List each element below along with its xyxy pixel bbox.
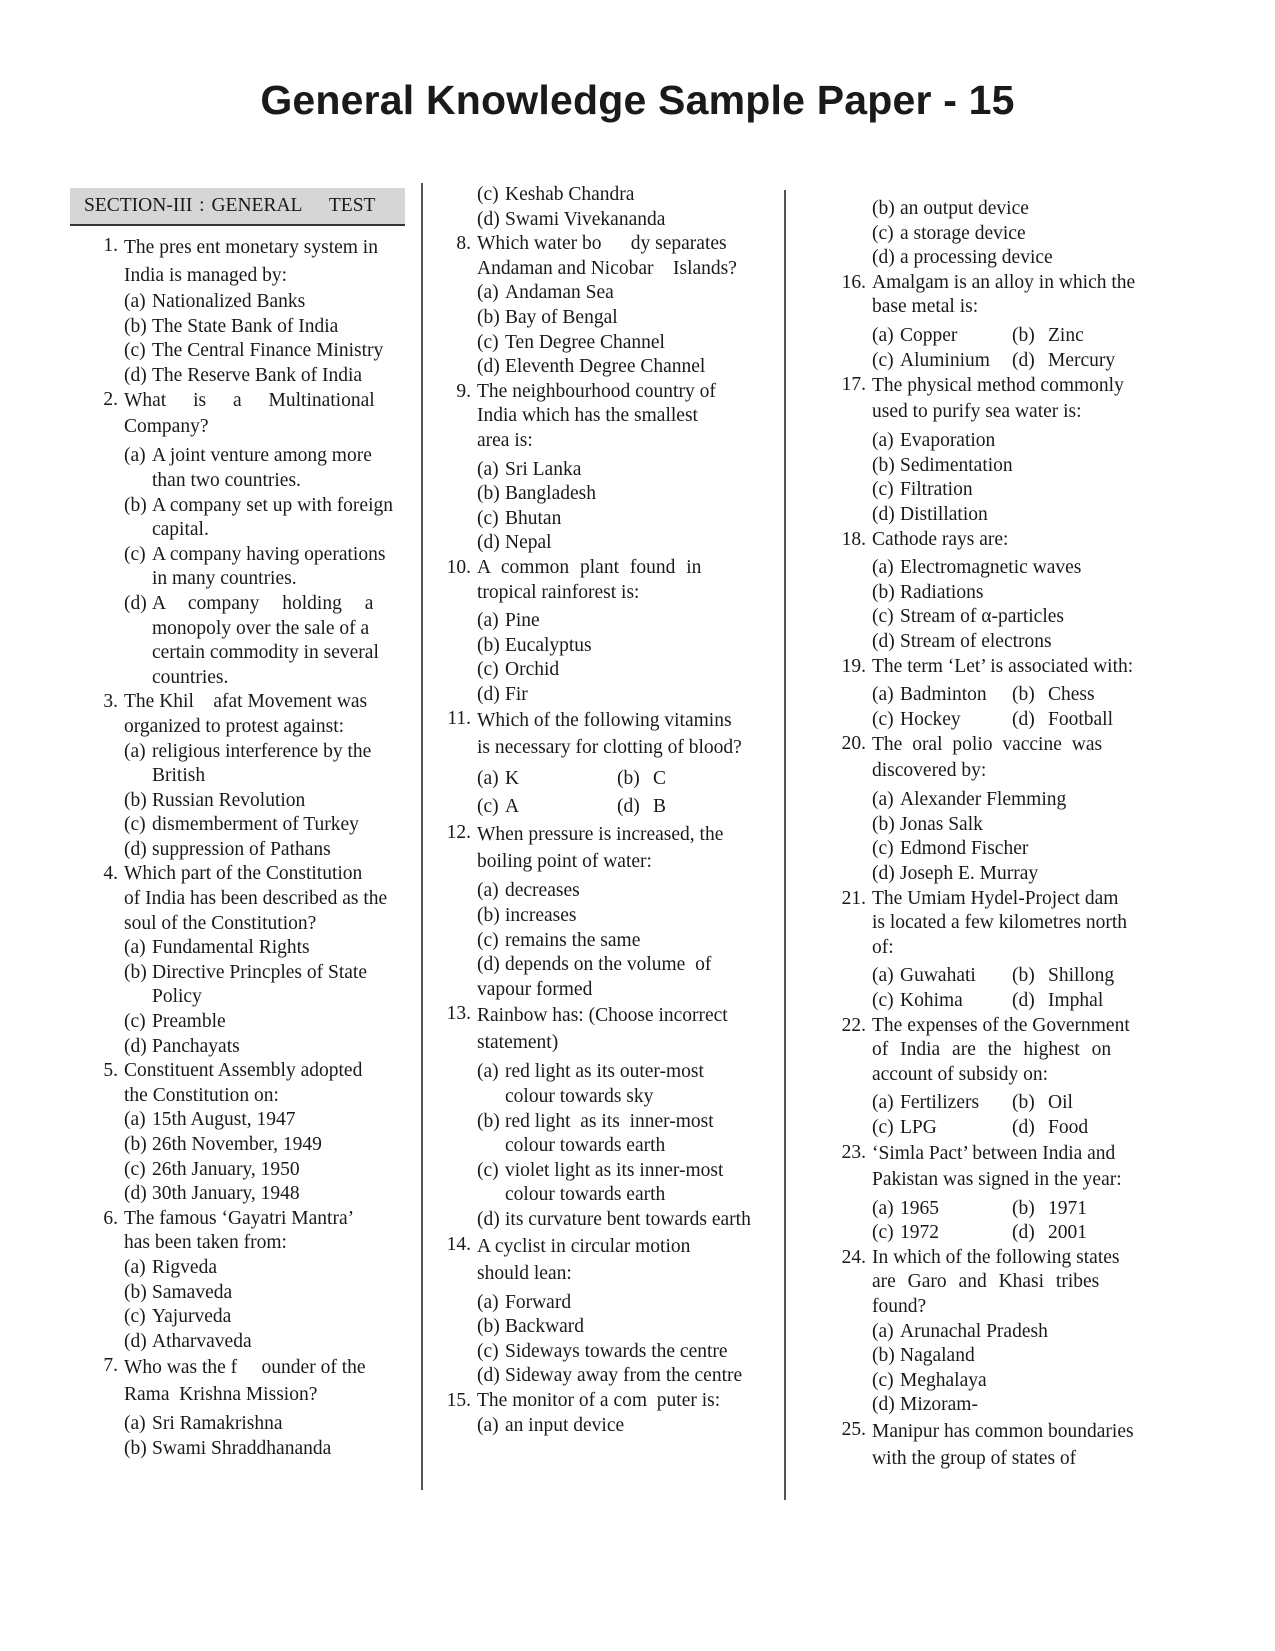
question-23 <box>818 1141 1178 1246</box>
question-text: ‘Simla Pact’ between India and Pakistan was signed in the year: <box>872 1142 1122 1190</box>
option: (d) Distillation <box>872 503 988 525</box>
question-9 <box>423 380 775 556</box>
answer-options <box>477 1060 775 1232</box>
question-text: Constituent Assembly adopted the Constitution on: <box>124 1060 363 1106</box>
question-20 <box>818 732 1178 886</box>
question-number: 11. <box>447 708 471 730</box>
question-22 <box>818 1014 1178 1141</box>
answer-options <box>872 1091 1178 1140</box>
option: (a) Sri Ramakrishna <box>124 1413 283 1435</box>
option: (b) Jonas Salk <box>872 813 983 835</box>
option: (c) Hockey <box>872 708 961 730</box>
answer-options <box>124 1108 405 1206</box>
answer-options <box>872 324 1178 373</box>
option: (c) A company having operations in many countries. <box>124 543 386 590</box>
option: (b) an output device <box>872 198 1029 219</box>
question-text: The famous ‘Gayatri Mantra’ has been taken from: <box>124 1207 355 1254</box>
question-number: 15. <box>446 1389 471 1411</box>
question-text: A common plant found in tropical rainforest is: <box>477 556 702 603</box>
column-3 <box>818 197 1178 1472</box>
page-title: General Knowledge Sample Paper - 15 <box>260 77 1015 123</box>
question-text: The Khil afat Movement was organized to protest against: <box>124 691 368 737</box>
question-8 <box>423 232 775 380</box>
option: (b) Oil <box>1012 1092 1073 1114</box>
question-10 <box>423 556 775 708</box>
option: (b) Backward <box>477 1316 585 1338</box>
answer-options <box>872 556 1178 654</box>
option: (d) 2001 <box>1012 1222 1087 1244</box>
question-21 <box>818 887 1178 1014</box>
option: (c) Ten Degree Channel <box>477 331 665 353</box>
option: (a) A joint venture among more than two countries. <box>124 445 372 491</box>
answer-options <box>872 964 1178 1013</box>
question-number: 10. <box>446 556 471 578</box>
question-number: 12. <box>446 822 471 844</box>
question-5 <box>70 1059 405 1207</box>
option: (b) Sedimentation <box>872 454 1013 476</box>
question-3 <box>70 690 405 862</box>
option: (c) Keshab Chandra <box>477 184 635 205</box>
option: (d) Football <box>1012 708 1114 730</box>
option: (c) Filtration <box>872 479 973 501</box>
option: (b) red light as its inner-most colour towards earth <box>477 1110 714 1157</box>
question-text: The term ‘Let’ is associated with: <box>872 655 1134 677</box>
option: (a) Arunachal Pradesh <box>872 1320 1048 1342</box>
question-number: 17. <box>841 374 866 396</box>
option: (b) Russian Revolution <box>124 789 306 811</box>
answer-options <box>477 281 775 379</box>
option: (a) Fertilizers <box>872 1092 980 1114</box>
option: (b) Radiations <box>872 581 984 603</box>
option: (a) Electromagnetic waves <box>872 557 1082 579</box>
option: (c) remains the same <box>477 929 641 951</box>
question-number: 14. <box>446 1233 471 1255</box>
option: (d) Mercury <box>1012 349 1116 371</box>
option: (b) Eucalyptus <box>477 634 592 656</box>
question-number: 5. <box>103 1060 118 1082</box>
option: (a) an input device <box>477 1414 625 1436</box>
option: (d) Fir <box>477 683 528 705</box>
option: (a) Nationalized Banks <box>124 291 306 312</box>
question-text: The physical method commonly used to purify sea water is: <box>872 375 1124 423</box>
option: (a) Alexander Flemming <box>872 789 1067 811</box>
option: (c) Kohima <box>872 990 963 1012</box>
answer-options <box>124 1412 405 1461</box>
option: (c) Aluminium <box>872 349 990 371</box>
option: (c) Stream of α-particles <box>872 606 1064 628</box>
answer-options <box>872 683 1178 732</box>
answer-options <box>124 290 405 388</box>
answer-options <box>477 458 775 556</box>
question-13 <box>423 1002 775 1232</box>
option: (b) Nagaland <box>872 1345 975 1367</box>
question-text: Cathode rays are: <box>872 528 1009 550</box>
question-number: 2. <box>103 389 118 411</box>
answer-options <box>872 788 1178 886</box>
question-24 <box>818 1246 1178 1418</box>
option: (b) increases <box>477 905 577 927</box>
question-text: The expenses of the Government of India are the highest on account of subsidy on: <box>872 1014 1130 1085</box>
answer-options <box>124 740 405 863</box>
option: (a) 15th August, 1947 <box>124 1109 296 1131</box>
answer-options <box>872 1197 1178 1246</box>
option: (d) Swami Vivekananda <box>477 208 666 230</box>
question-18 <box>818 528 1178 655</box>
column-1 <box>70 188 405 1462</box>
option: (b) Swami Shraddhananda <box>124 1437 332 1459</box>
question-text: Manipur has common boundaries with the group of states of <box>872 1420 1134 1469</box>
question-number: 8. <box>456 233 471 255</box>
option: (b) Bangladesh <box>477 483 596 505</box>
option: (d) depends on the volume of <box>477 954 712 976</box>
question-text: Which part of the Constitution of India has been described as the soul of the Constitution? <box>124 863 388 934</box>
option: (b) Samaveda <box>124 1281 233 1303</box>
option: (c) Bhutan <box>477 507 562 529</box>
option: (d) Sideway away from the centre <box>477 1365 743 1387</box>
question-19 <box>818 655 1178 733</box>
option: (d) Atharvaveda <box>124 1330 252 1352</box>
option: (a) religious interference by the British <box>124 740 372 787</box>
option: (b) Bay of Bengal <box>477 306 618 328</box>
option: (c) The Central Finance Ministry <box>124 340 384 362</box>
option: (d) The Reserve Bank of India <box>124 364 363 386</box>
question-text: The Umiam Hydel-Project dam is located a few kilometres north of: <box>872 887 1128 958</box>
question-number: 21. <box>841 887 866 909</box>
option: (c) Preamble <box>124 1011 226 1033</box>
option: (d) B <box>617 796 667 818</box>
option: (c) Edmond Fischer <box>872 838 1029 860</box>
option: (b) 26th November, 1949 <box>124 1134 322 1155</box>
option: (c) Orchid <box>477 659 560 681</box>
question-4 <box>70 862 405 1059</box>
option: (d) a processing device <box>872 247 1053 269</box>
question-text: The neighbourhood country of India which has the smallest area is: <box>477 380 716 451</box>
option: (d) Eleventh Degree Channel <box>477 356 706 378</box>
answer-options <box>124 1256 405 1354</box>
question-number: 19. <box>841 655 866 677</box>
question-text: Amalgam is an alloy in which the base metal is: <box>872 271 1136 318</box>
question-16 <box>818 271 1178 373</box>
option: (d) its curvature bent towards earth <box>477 1209 751 1230</box>
question-number: 3. <box>103 691 118 713</box>
answer-options <box>124 444 405 690</box>
option: (d) Stream of electrons <box>872 630 1052 652</box>
option: (c) 26th January, 1950 <box>124 1158 300 1180</box>
option: (a) Evaporation <box>872 430 996 452</box>
option: (a) Guwahati <box>872 965 976 987</box>
answer-options <box>477 1414 775 1439</box>
question-number: 4. <box>103 863 118 885</box>
question-number: 23. <box>841 1141 866 1163</box>
option-continuation: vapour formed <box>477 978 593 1000</box>
option: (b) C <box>617 768 667 790</box>
question-number: 7. <box>103 1355 118 1377</box>
question-text: Which water bo dy separates Andaman and Nicobar Islands? <box>477 233 737 279</box>
answer-options <box>872 1320 1178 1418</box>
question-11 <box>423 707 775 821</box>
option: (d) Joseph E. Murray <box>872 863 1039 885</box>
question-6 <box>70 1207 405 1355</box>
question-number: 6. <box>103 1207 118 1229</box>
question-text: What is a Multinational Company? <box>124 390 375 438</box>
option: (c) Meghalaya <box>872 1369 987 1391</box>
option: (b) Chess <box>1012 684 1095 706</box>
option: (a) decreases <box>477 880 580 902</box>
answer-options <box>477 1291 775 1389</box>
option: (c) LPG <box>872 1117 937 1138</box>
option: (c) A <box>477 796 520 818</box>
answer-options-continued <box>872 197 1178 271</box>
question-text: When pressure is increased, the boiling point of water: <box>477 824 724 873</box>
option: (c) Yajurveda <box>124 1306 232 1328</box>
question-14 <box>423 1233 775 1389</box>
question-text: The pres ent monetary system in India is managed by: <box>124 237 378 286</box>
option: (a) Pine <box>477 610 540 632</box>
column-2 <box>423 183 775 1438</box>
question-number: 13. <box>446 1003 471 1025</box>
option: (d) Mizoram- <box>872 1394 978 1416</box>
option: (d) 30th January, 1948 <box>124 1183 300 1205</box>
question-text: Who was the f ounder of the Rama Krishna Mission? <box>124 1357 366 1406</box>
option: (a) 1965 <box>872 1197 939 1219</box>
question-text: The monitor of a com puter is: <box>477 1389 721 1411</box>
question-number: 24. <box>841 1246 866 1268</box>
answer-options <box>477 609 775 707</box>
column-divider <box>784 190 786 1500</box>
question-12 <box>423 821 775 1002</box>
section-header: SECTION-III : GENERAL TEST <box>70 188 405 226</box>
option: (c) Sideways towards the centre <box>477 1340 728 1362</box>
option: (d) A company holding a monopoly over the sale of a certain commodity in several countries. <box>124 592 379 688</box>
option: (a) Badminton <box>872 684 987 706</box>
question-25 <box>818 1418 1178 1472</box>
option: (d) Food <box>1012 1117 1089 1138</box>
answer-options <box>124 936 405 1059</box>
option: (a) K <box>477 768 520 790</box>
question-text: A cyclist in circular motion should lean: <box>477 1235 691 1284</box>
question-17 <box>818 373 1178 527</box>
question-text: In which of the following states are Garo and Khasi tribes found? <box>872 1246 1120 1317</box>
option: (b) 1971 <box>1012 1197 1087 1219</box>
option: (c) dismemberment of Turkey <box>124 814 359 836</box>
option: (a) Fundamental Rights <box>124 937 310 959</box>
question-number: 9. <box>456 380 471 402</box>
answer-options-continued <box>477 183 775 232</box>
option: (a) Rigveda <box>124 1256 217 1278</box>
question-text: Rainbow has: (Choose incorrect statement) <box>477 1005 728 1054</box>
option: (d) suppression of Pathans <box>124 838 331 860</box>
option: (a) Andaman Sea <box>477 282 614 304</box>
option: (b) Directive Princples of State Policy <box>124 961 367 1008</box>
option: (a) Forward <box>477 1291 572 1313</box>
option: (b) Zinc <box>1012 324 1084 346</box>
option: (a) red light as its outer-most colour towards sky <box>477 1061 704 1108</box>
question-number: 25. <box>841 1418 866 1440</box>
option: (a) Copper <box>872 324 958 346</box>
option: (d) Nepal <box>477 532 552 554</box>
answer-options <box>477 765 775 821</box>
question-number: 1. <box>103 235 118 256</box>
option: (d) Panchayats <box>124 1035 240 1057</box>
option: (b) The State Bank of India <box>124 315 339 337</box>
option: (c) 1972 <box>872 1222 939 1244</box>
question-number: 16. <box>841 271 866 293</box>
answer-options <box>477 879 775 977</box>
question-text: Which of the following vitamins is necessary for clotting of blood? <box>477 710 742 759</box>
option: (d) Imphal <box>1012 990 1104 1012</box>
option: (a) Sri Lanka <box>477 458 582 480</box>
question-7 <box>70 1354 405 1461</box>
question-1 <box>70 234 405 388</box>
question-number: 20. <box>841 733 866 755</box>
question-2 <box>70 388 405 690</box>
option: (b) Shillong <box>1012 965 1115 987</box>
question-number: 22. <box>841 1014 866 1036</box>
answer-options <box>872 429 1178 527</box>
question-number: 18. <box>841 528 866 550</box>
option: (b) A company set up with foreign capital. <box>124 494 393 541</box>
option: (c) a storage device <box>872 222 1026 244</box>
question-text: The oral polio vaccine was discovered by: <box>872 734 1103 782</box>
option: (c) violet light as its inner-most colour towards earth <box>477 1159 724 1206</box>
question-15 <box>423 1389 775 1438</box>
